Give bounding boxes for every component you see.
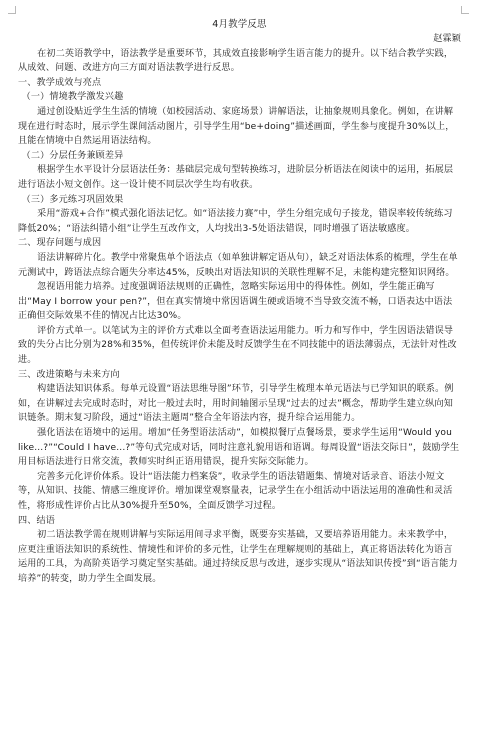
document-body — [18, 17, 461, 587]
section-heading: 三、改进策略与未来方向 — [18, 369, 120, 380]
author-name: 赵霖颖 — [433, 34, 461, 44]
body-paragraph: 根据学生水平设计分层语法任务：基础层完成句型转换练习，进阶层分析语法在阅读中的运用，拓展层进行语法小短文创作。这一设计使不同层次学生均有收获。 — [18, 165, 454, 190]
document-paragraphs — [18, 47, 461, 587]
body-paragraph: 构建语法知识体系。每单元设置“语法思维导图”环节，引导学生梳理本单元语法与已学知识的联系。例如，在讲解过去完成时态时，对比一般过去时，用时间轴图示呈现“过去的过去”概念，帮助学生建立纵向知识链条。期末复习阶段，通过“语法主题周”整合全年语法内容，提升综合运用能力。 — [18, 384, 454, 424]
body-paragraph: 强化语法在语境中的运用。增加“任务型语法活动”，如模拟餐厅点餐场景，要求学生运用“Would you like...?”“Could I have...?”等句式完成对话，同时注意礼貌用语和语调。每周设置“语法交际日”，鼓励学生用目标语法进行日常交流，教师实时纠正语用错误，提升实际交际能力。 — [18, 428, 460, 468]
margin-crop-mark-top-left — [8, 6, 16, 14]
section-heading: 二、现存问题与成因 — [18, 238, 102, 249]
body-paragraph: 初二语法教学需在规则讲解与实际运用间寻求平衡，既要夯实基础，又要培养语用能力。未来教学中，应更注重语法知识的系统性、情境性和评价的多元性，让学生在理解规则的基础上，真正将语法转化为语言运用的工具，为高阶英语学习奠定坚实基础。通过持续反思与改进，逐步实现从“语法知识传授”到“语言能力培养”的转变，助力学生全面发展。 — [18, 530, 458, 584]
subsection-heading: （一）情境教学激发兴趣 — [21, 92, 124, 103]
body-paragraph: 完善多元化评价体系。设计“语法能力档案袋”，收录学生的语法错题集、情境对话录音、语法小短文等，从知识、技能、情感三维度评价。增加课堂观察量表，记录学生在小组活动中语法运用的准确性和灵活性，将形成性评价占比从30%提升至50%，全面反馈学习过程。 — [18, 471, 453, 511]
section-heading: 四、结语 — [18, 515, 55, 526]
subsection-heading: （三）多元练习巩固效果 — [21, 194, 124, 205]
body-paragraph: 在初二英语教学中，语法教学是重要环节，其成效直接影响学生语言能力的提升。以下结合教学实践，从成效、问题、改进方向三方面对语法教学进行反思。 — [18, 48, 454, 74]
body-paragraph: 忽视语用能力培养。过度强调语法规则的正确性，忽略实际运用中的得体性。例如，学生能正确写出“May I borrow your pen?”，但在真实情境中常因语调生硬或语境不当导致交流不畅，口语表达中语法正确但交际效果不佳的情况占比达30%。 — [18, 282, 453, 322]
document-title: 4月教学反思 — [212, 19, 267, 30]
body-paragraph: 采用“游戏+合作”模式强化语法记忆。如“语法接力赛”中，学生分组完成句子接龙，错误率较传统练习降低20%；“语法纠错小组”让学生互改作文，人均找出3-5处语法错误，同时增强了语法敏感度。 — [18, 209, 453, 234]
margin-crop-mark-top-right — [461, 6, 469, 14]
body-paragraph: 评价方式单一。以笔试为主的评价方式难以全面考查语法运用能力。听力和写作中，学生因语法错误导致的失分占比分别为28%和35%，但传统评价未能及时反馈学生在不同技能中的语法薄弱点，无法针对性改进。 — [18, 325, 457, 366]
body-paragraph: 通过创设贴近学生生活的情境（如校园活动、家庭场景）讲解语法，让抽象规则具象化。例如，在讲解现在进行时态时，展示学生课间活动图片，引导学生用“be+doing”描述画面，学生参与度提升30%以上，且能在情境中自然运用语法结构。 — [18, 106, 455, 147]
section-heading: 一、教学成效与亮点 — [18, 77, 102, 88]
subsection-heading: （二）分层任务兼顾差异 — [21, 150, 124, 161]
body-paragraph: 语法讲解碎片化。教学中常聚焦单个语法点（如单独讲解定语从句），缺乏对语法体系的梳理，学生在单元测试中，跨语法点综合题失分率达45%，反映出对语法知识的关联性理解不足，未能构建完整知识网络。 — [18, 252, 458, 278]
